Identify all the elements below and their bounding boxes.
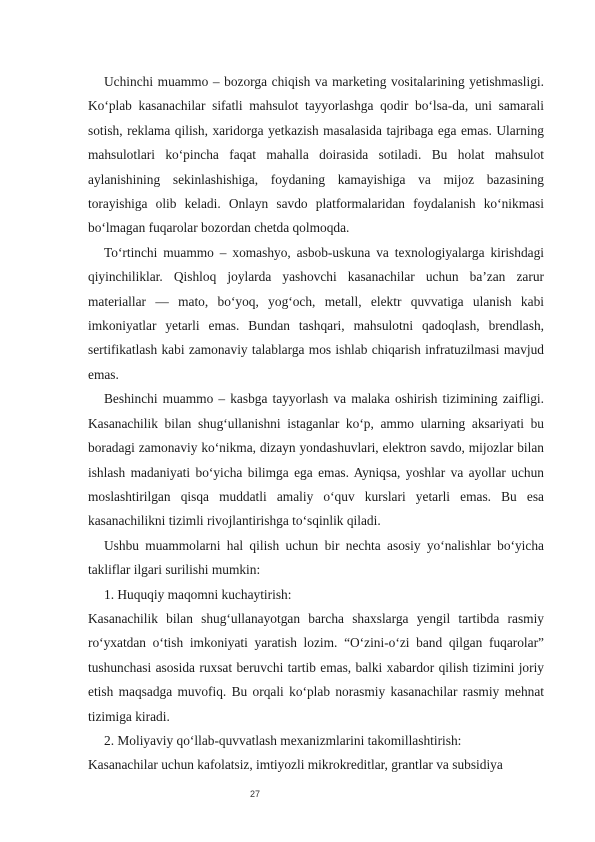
document-body <box>88 70 544 778</box>
paragraph-third-problem: Uchinchi muammo – bozorga chiqish va marketing vositalarining yetishmasligi. Ko‘plab kasanachilar sifatli mahsulot tayyorlashga qodir bo‘lsa-da, uni samarali sotish, reklama qilish, xaridorga yetkazish masalasida tajribaga ega emas. Ularning mahsulotlari ko‘pincha faqat mahalla doirasida sotiladi. Bu holat mahsulot aylanishining sekinlashishiga, foydaning kamayishiga va mijoz bazasining torayishiga olib keladi. Onlayn savdo platformalaridan foydalanish ko‘nikmasi bo‘lmagan fuqarolar bozordan chetda qolmoqda. <box>88 74 544 236</box>
paragraph-proposals-intro: Ushbu muammolarni hal qilish uchun bir nechta asosiy yo‘nalishlar bo‘yicha takliflar ilgari surilishi mumkin: <box>88 537 544 578</box>
heading-legal-status: 1. Huquqiy maqomni kuchaytirish: <box>104 586 292 602</box>
paragraph-legal-status: Kasanachilik bilan shug‘ullanayotgan barcha shaxslarga yengil tartibda rasmiy ro‘yxatdan o‘tish imkoniyati yaratish lozim. “O‘zini-o‘zi band qilgan fuqarolar” tushunchasi asosida ruxsat beruvchi tartib emas, balki xabardor qilish tizimini joriy etish maqsadga muvofiq. Bu orqali ko‘plab norasmiy kasanachilar rasmiy mehnat tizimiga kiradi. <box>88 610 544 724</box>
paragraph-fifth-problem: Beshinchi muammo – kasbga tayyorlash va malaka oshirish tizimining zaifligi. Kasanachilik bilan shug‘ullanishni istaganlar ko‘p, ammo ularning aksariyati bu boradagi zamonaviy ko‘nikma, dizayn yondashuvlari, elektron savdo, mijozlar bilan ishlash madaniyati bo‘yicha bilimga ega emas. Ayniqsa, yoshlar va ayollar uchun moslashtirilgan qisqa muddatli amaliy o‘quv kurslari yetarli emas. Bu esa kasanachilikni tizimli rivojlantirishga to‘sqinlik qiladi. <box>88 391 544 529</box>
paragraph-fourth-problem: To‘rtinchi muammo – xomashyo, asbob-uskuna va texnologiyalarga kirishdagi qiyinchiliklar. Qishloq joylarda yashovchi kasanachilar uchun ba’zan zarur materiallar — mato, bo‘yoq, yog‘och, metall, elektr quvvatiga ulanish kabi imkoniyatlar yetarli emas. Bundan tashqari, mahsulotni qadoqlash, brendlash, sertifikatlash kabi zamonaviy talablarga mos ishlab chiqarish infratuzilmasi mavjud emas. <box>88 244 544 382</box>
heading-financial-support: 2. Moliyaviy qo‘llab-quvvatlash mexanizmlarini takomillashtirish: <box>104 732 462 748</box>
paragraph-financial-support: Kasanachilar uchun kafolatsiz, imtiyozli mikrokreditlar, grantlar va subsidiya <box>88 757 503 773</box>
page-number: 27 <box>250 789 261 799</box>
